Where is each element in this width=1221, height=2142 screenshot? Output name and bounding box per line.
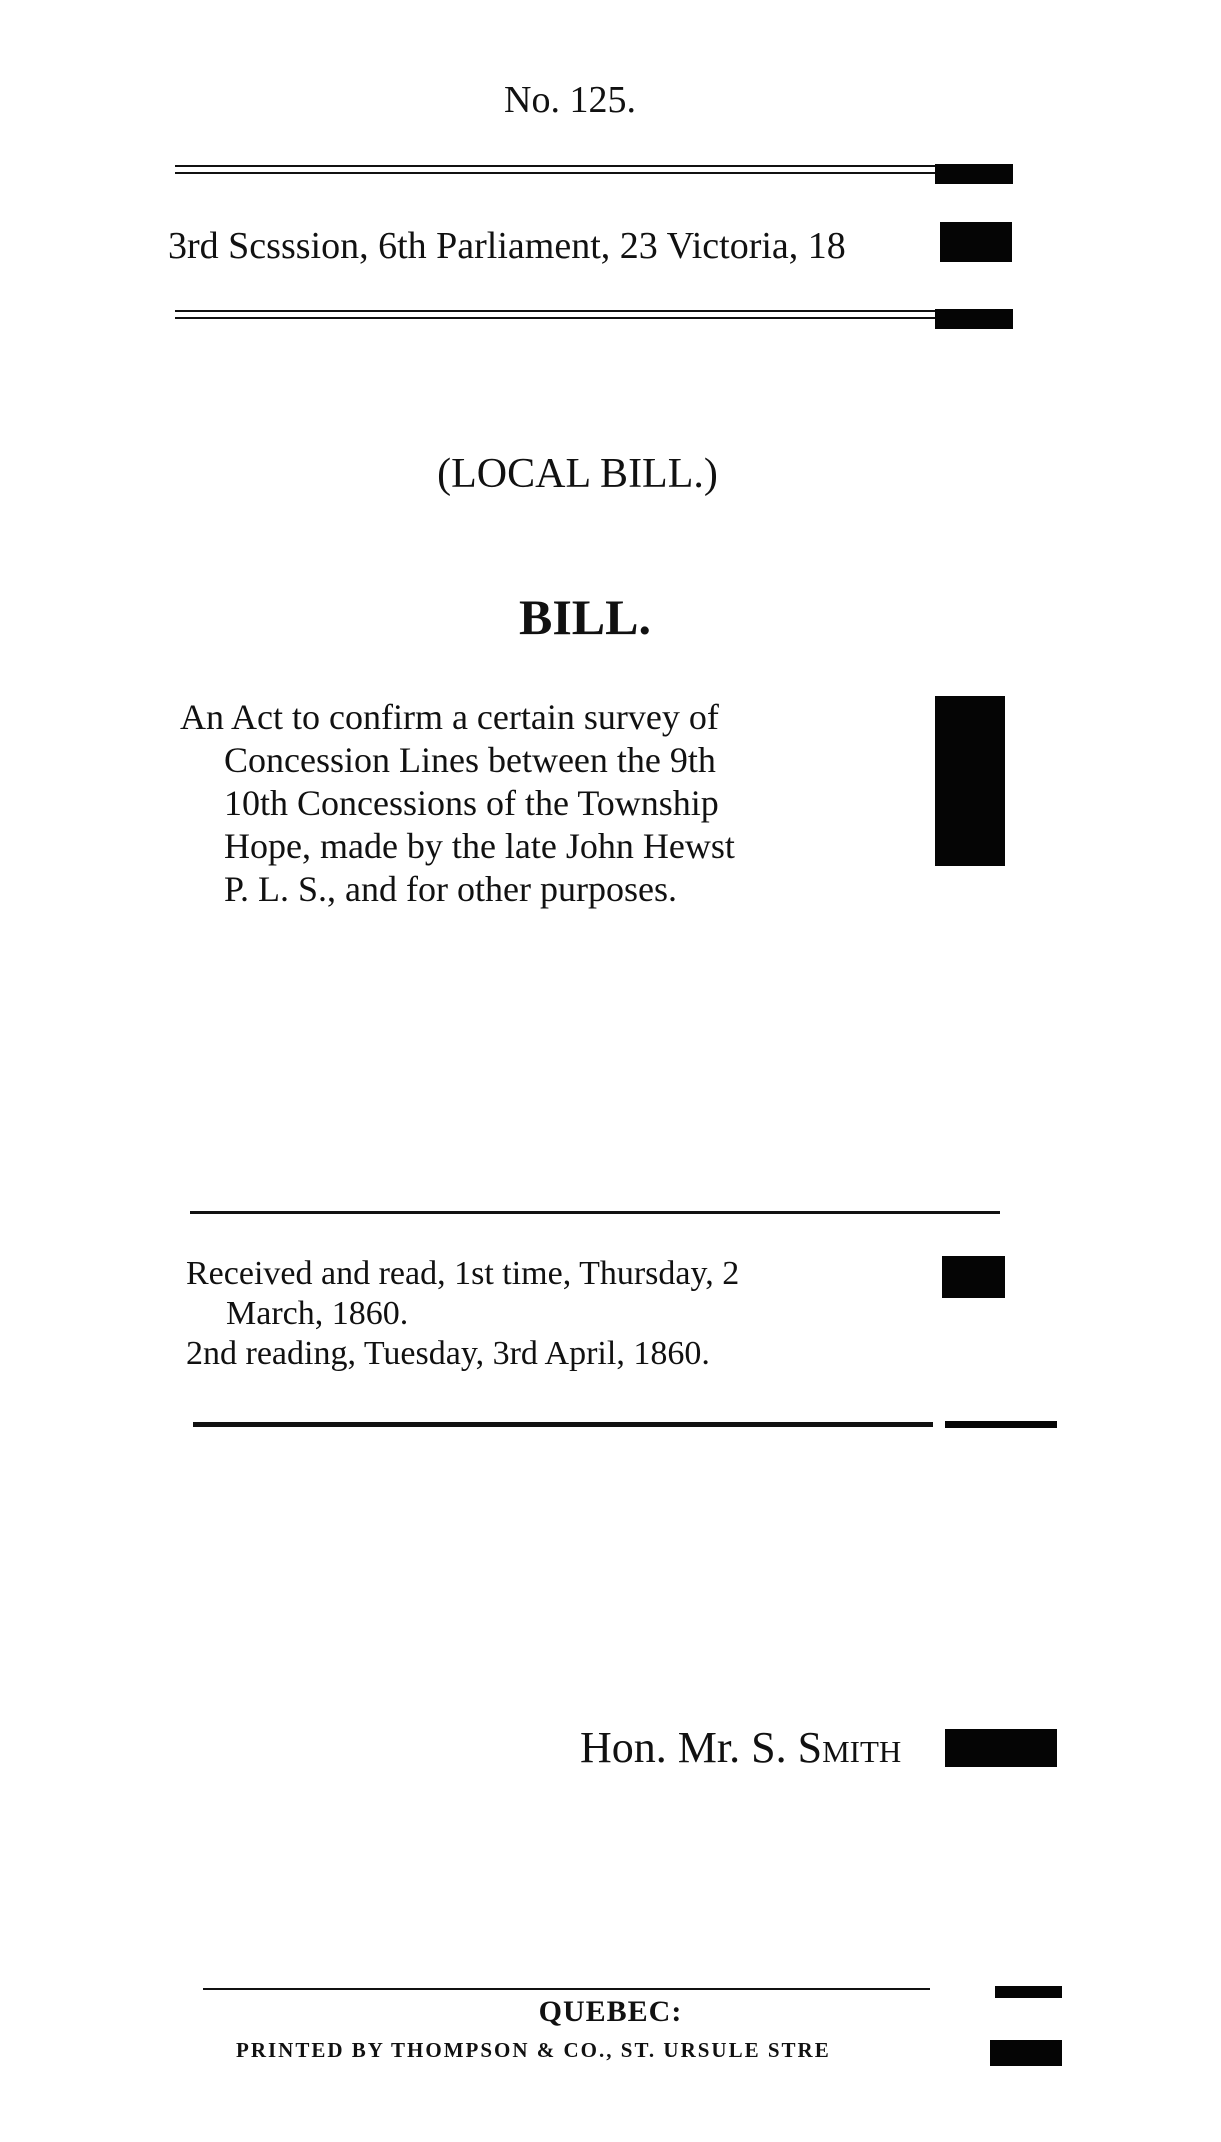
- title-line-2: Concession Lines between the 9th: [224, 740, 716, 780]
- title-line-3: 10th Concessions of the Township: [224, 783, 719, 823]
- top-double-rule: [175, 165, 935, 174]
- session-double-rule: [175, 310, 935, 319]
- title-line-1: An Act to confirm a certain survey of: [180, 697, 719, 737]
- sponsor-prefix: Hon. Mr. S.: [580, 1723, 798, 1772]
- redaction-block: [945, 1421, 1057, 1428]
- redaction-block: [935, 309, 1013, 329]
- second-reading-line: 2nd reading, Tuesday, 3rd April, 1860.: [186, 1335, 710, 1372]
- readings-top-rule: [190, 1211, 1000, 1214]
- redaction-block: [935, 696, 1005, 866]
- title-line-4: Hope, made by the late John Hewst: [224, 826, 735, 866]
- redaction-block: [942, 1256, 1005, 1298]
- bill-title: [180, 696, 930, 911]
- bill-category: (LOCAL BILL.): [437, 451, 718, 497]
- readings-bottom-rule: [193, 1422, 933, 1427]
- bill-number: No. 125.: [504, 79, 636, 121]
- readings-block: [186, 1254, 936, 1374]
- redaction-block: [940, 222, 1012, 262]
- first-reading-date: March, 1860.: [226, 1295, 409, 1332]
- imprint-rule: [203, 1988, 930, 1990]
- redaction-block: [990, 2040, 1062, 2066]
- imprint-city: QUEBEC:: [538, 1995, 683, 2028]
- session-line: 3rd Scsssion, 6th Parliament, 23 Victoria, 18: [168, 225, 846, 267]
- title-line-5: P. L. S., and for other purposes.: [224, 869, 677, 909]
- bill-heading: BILL.: [518, 589, 651, 645]
- redaction-block: [935, 164, 1013, 184]
- imprint-printer: PRINTED BY THOMPSON & CO., ST. URSULE STRE: [236, 2038, 831, 2062]
- redaction-block: [945, 1729, 1057, 1767]
- first-reading-line: Received and read, 1st time, Thursday, 2: [186, 1255, 740, 1292]
- sponsor-name: Smith: [797, 1723, 902, 1772]
- sponsor: [580, 1722, 901, 1773]
